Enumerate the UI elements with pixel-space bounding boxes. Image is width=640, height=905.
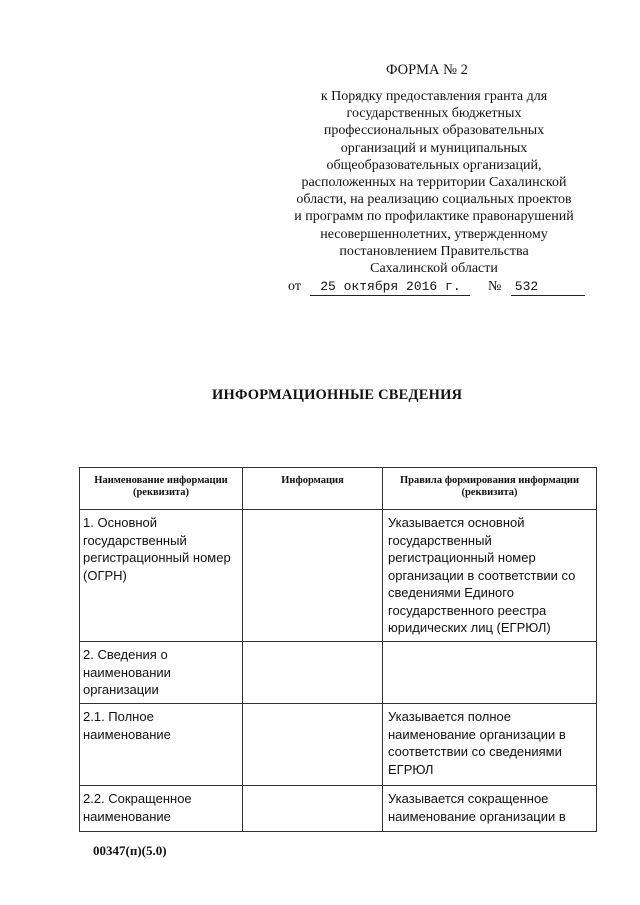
- column-header-info: Информация: [243, 468, 383, 510]
- document-heading: ИНФОРМАЦИОННЫЕ СВЕДЕНИЯ: [212, 387, 463, 403]
- row-info-cell[interactable]: [243, 642, 383, 704]
- header-line: постановлением Правительства: [339, 243, 529, 259]
- header-line: профессиональных образовательных: [323, 123, 545, 139]
- table-row: [80, 642, 597, 704]
- row-name-cell: 2.1. Полное наименование: [80, 704, 243, 786]
- row-rule-cell: Указывается полное наименование организации в соответствии со сведениями ЕГРЮЛ: [383, 704, 597, 786]
- table-row: [80, 786, 597, 832]
- header-line: организаций и муниципальных: [340, 140, 528, 156]
- header-line: несовершеннолетних, утвержденному: [320, 226, 548, 242]
- row-info-cell[interactable]: [243, 704, 383, 786]
- row-rule-cell: Указывается сокращенное наименование организации в: [383, 786, 597, 832]
- row-rule-cell: Указывается основной государственный регистрационный номер организации в соответствии со сведениями Единого государственного реестра юридических лиц (ЕГРЮЛ): [383, 510, 597, 642]
- header-line: государственных бюджетных: [346, 106, 522, 122]
- row-info-cell[interactable]: [243, 786, 383, 832]
- decree-date: 25 октября 2016 г.: [310, 279, 470, 296]
- column-header-rules: Правила формирования информации (реквизита): [383, 468, 597, 510]
- table-header-row: [80, 468, 597, 510]
- row-name-cell: 2. Сведения о наименовании организации: [80, 642, 243, 704]
- appendix-header: [276, 88, 592, 277]
- table-row: [80, 704, 597, 786]
- form-number-label: ФОРМА № 2: [386, 62, 468, 78]
- decree-dateline: [288, 279, 585, 296]
- from-label: от: [288, 279, 301, 294]
- header-line: общеобразовательных организаций,: [326, 157, 542, 173]
- decree-number: 532: [511, 279, 585, 296]
- row-rule-cell: [383, 642, 597, 704]
- number-label: №: [487, 279, 502, 294]
- header-line: Сахалинской области: [370, 261, 498, 277]
- document-code: 00347(п)(5.0): [93, 843, 167, 858]
- header-line: расположенных на территории Сахалинской: [301, 175, 567, 191]
- row-info-cell[interactable]: [243, 510, 383, 642]
- column-header-name: Наименование информации (реквизита): [80, 468, 243, 510]
- table-row: [80, 510, 597, 642]
- row-name-cell: 1. Основной государственный регистрационный номер (ОГРН): [80, 510, 243, 642]
- row-name-cell: 2.2. Сокращенное наименование: [80, 786, 243, 832]
- info-table: [79, 467, 597, 832]
- header-line: и программ по профилактике правонарушений: [294, 209, 574, 225]
- header-line: к Порядку предоставления гранта для: [320, 89, 548, 104]
- header-line: области, на реализацию социальных проектов: [296, 192, 572, 208]
